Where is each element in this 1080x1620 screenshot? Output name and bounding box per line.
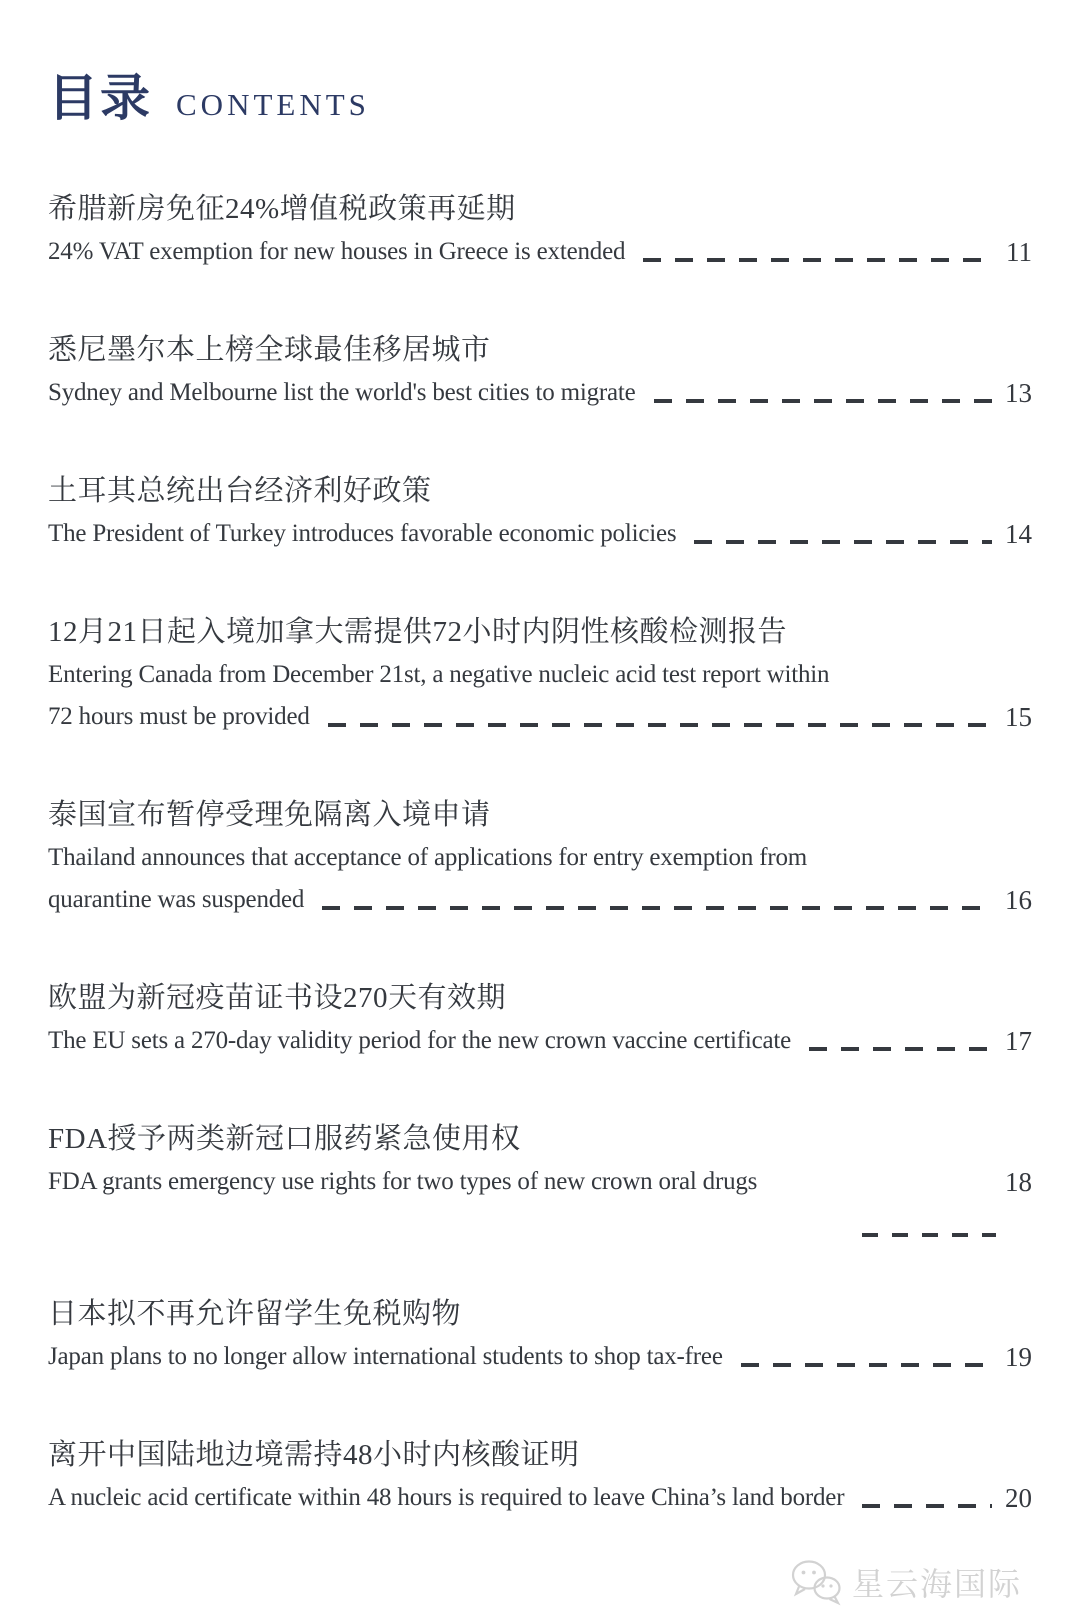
dash-leader	[862, 1233, 996, 1237]
page-number: 13	[1005, 378, 1032, 408]
entry-title-en: The President of Turkey introduces favorable economic policies	[48, 520, 677, 547]
toc-entry-thailand-quarantine	[48, 794, 1032, 921]
dash-leader	[694, 540, 992, 544]
page-number: 19	[1005, 1342, 1032, 1372]
entry-title-cn: 离开中国陆地边境需持48小时内核酸证明	[48, 1439, 580, 1471]
entry-title-cn: 泰国宣布暂停受理免隔离入境申请	[48, 799, 491, 831]
page-number: 16	[1005, 885, 1032, 915]
page-number: 11	[1006, 237, 1032, 267]
entry-title-cn: 悉尼墨尔本上榜全球最佳移居城市	[48, 334, 491, 366]
entry-title-en: A nucleic acid certificate within 48 hours is required to leave China’s land border	[48, 1484, 845, 1511]
entry-title-en: The EU sets a 270-day validity period for the new crown vaccine certificate	[48, 1027, 792, 1054]
entry-title-en: Japan plans to no longer allow international students to shop tax-free	[48, 1343, 723, 1370]
entry-title-en-line2: quarantine was suspended	[48, 886, 305, 913]
entry-title-en-line1: Entering Canada from December 21st, a negative nucleic acid test report within	[48, 661, 830, 688]
toc-entry-greece-vat	[48, 188, 1032, 273]
dash-leader	[862, 1504, 992, 1508]
toc-entry-eu-vaccine	[48, 977, 1032, 1062]
page-title	[48, 70, 1032, 126]
entry-title-en-line2: 72 hours must be provided	[48, 703, 310, 730]
entry-title-cn: 希腊新房免征24%增值税政策再延期	[48, 193, 516, 225]
page-number: 15	[1005, 702, 1032, 732]
toc-entry-fda-oral-drugs	[48, 1118, 1032, 1237]
dash-leader	[741, 1363, 992, 1367]
entry-title-cn: 欧盟为新冠疫苗证书设270天有效期	[48, 982, 507, 1014]
toc-entry-china-border	[48, 1434, 1032, 1519]
page-number: 14	[1005, 519, 1032, 549]
entry-title-cn: 12月21日起入境加拿大需提供72小时内阴性核酸检测报告	[48, 616, 788, 648]
page-title-en: CONTENTS	[176, 87, 370, 122]
page-number: 17	[1005, 1026, 1032, 1056]
entry-title-cn: 日本拟不再允许留学生免税购物	[48, 1298, 462, 1330]
page-number: 18	[1005, 1167, 1032, 1197]
toc-entry-turkey-policies	[48, 470, 1032, 555]
dash-leader	[328, 723, 992, 727]
dash-leader	[809, 1047, 992, 1051]
page-title-cn: 目录	[48, 70, 152, 126]
dash-leader	[643, 258, 992, 262]
watermark-label: 星云海国际	[851, 1566, 1022, 1602]
dash-leader	[654, 399, 992, 403]
wechat-icon	[788, 1558, 844, 1606]
entry-title-en-line1: Thailand announces that acceptance of applications for entry exemption from	[48, 844, 807, 871]
toc-entry-japan-taxfree	[48, 1293, 1032, 1378]
entry-title-cn: FDA授予两类新冠口服药紧急使用权	[48, 1123, 521, 1155]
entry-title-cn: 土耳其总统出台经济利好政策	[48, 475, 432, 507]
watermark	[788, 1558, 1022, 1606]
entry-title-en: 24% VAT exemption for new houses in Greece is extended	[48, 238, 626, 265]
page-number: 20	[1005, 1483, 1032, 1513]
toc-entry-canada-test	[48, 611, 1032, 738]
entry-title-en: FDA grants emergency use rights for two types of new crown oral drugs	[48, 1168, 758, 1195]
entry-title-en: Sydney and Melbourne list the world's best cities to migrate	[48, 379, 636, 406]
dash-leader	[322, 906, 992, 910]
toc-entry-sydney-melbourne	[48, 329, 1032, 414]
